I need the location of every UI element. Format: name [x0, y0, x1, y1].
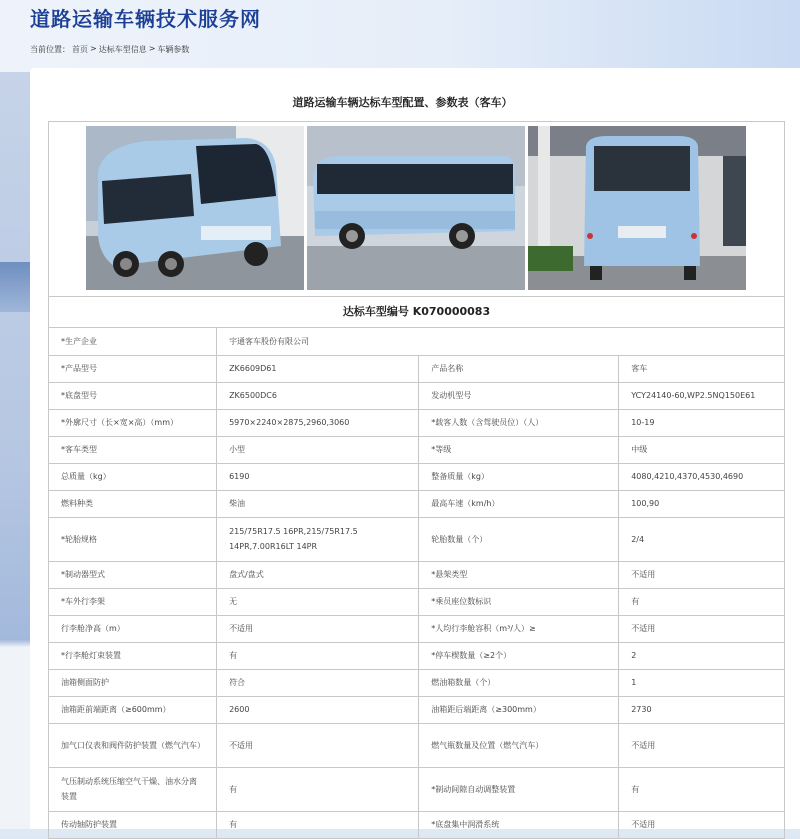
param-value-cell: 不适用 — [217, 723, 419, 767]
breadcrumb-vehicle-params-link[interactable]: 车辆参数 — [157, 45, 190, 54]
param-value-cell: 2730 — [619, 696, 784, 723]
param-label-cell: *外廓尺寸（长×宽×高）（mm） — [49, 409, 217, 436]
param-label-cell: *制动间隙自动调整装置 — [419, 767, 619, 811]
table-row — [49, 588, 784, 615]
param-value-cell: 柴油 — [217, 490, 419, 517]
param-value-cell: 100,90 — [619, 490, 784, 517]
param-value-cell: 中级 — [619, 436, 784, 463]
param-value-cell: 不适用 — [619, 561, 784, 588]
param-value-cell: 无 — [217, 588, 419, 615]
table-row — [49, 767, 784, 811]
param-value-cell: 2/4 — [619, 517, 784, 561]
param-label-cell: 行李舱净高（m） — [49, 615, 217, 642]
photo-strip — [49, 122, 784, 297]
table-row — [49, 409, 784, 436]
table-row — [49, 490, 784, 517]
table-row — [49, 382, 784, 409]
param-value-cell: 1 — [619, 669, 784, 696]
param-value-cell: 符合 — [217, 669, 419, 696]
table-row — [49, 436, 784, 463]
page-title: 道路运输车辆达标车型配置、参数表（客车） — [292, 96, 513, 109]
param-label-cell: 发动机型号 — [419, 382, 619, 409]
breadcrumb-home-link[interactable]: 首页 — [72, 45, 88, 54]
param-value-cell: 4080,4210,4370,4530,4690 — [619, 463, 784, 490]
param-value-cell: 有 — [217, 767, 419, 811]
param-value-cell: 宇通客车股份有限公司 — [217, 328, 784, 355]
param-label-cell: *悬架类型 — [419, 561, 619, 588]
table-row — [49, 696, 784, 723]
breadcrumb-prefix: 当前位置： — [30, 45, 70, 54]
param-label-cell: *底盘集中润滑系统 — [419, 811, 619, 838]
param-value-cell: 10-19 — [619, 409, 784, 436]
param-label-cell: 燃气瓶数量及位置（燃气汽车） — [419, 723, 619, 767]
param-value-cell: 5970×2240×2875,2960,3060 — [217, 409, 419, 436]
bus-rear-photo — [528, 126, 746, 290]
param-label-cell: 整备质量（kg） — [419, 463, 619, 490]
param-value-cell: 2 — [619, 642, 784, 669]
param-label-cell: *车外行李架 — [49, 588, 217, 615]
param-value-cell: 2600 — [217, 696, 419, 723]
param-label-cell: 气压制动系统压缩空气干燥、油水分离装置 — [49, 767, 217, 811]
parameter-sheet — [48, 121, 785, 839]
parameter-table — [49, 328, 784, 839]
table-row — [49, 811, 784, 838]
param-value-cell: 不适用 — [619, 615, 784, 642]
param-label-cell: 总质量（kg） — [49, 463, 217, 490]
param-label-cell: 最高车速（km/h） — [419, 490, 619, 517]
param-label-cell: 轮胎数量（个） — [419, 517, 619, 561]
param-value-cell: ZK6609D61 — [217, 355, 419, 382]
param-value-cell: 小型 — [217, 436, 419, 463]
param-value-cell: 有 — [619, 767, 784, 811]
side-decoration — [0, 72, 30, 829]
param-value-cell: 不适用 — [619, 811, 784, 838]
param-value-cell: 有 — [619, 588, 784, 615]
param-label-cell: *制动器型式 — [49, 561, 217, 588]
param-label-cell: *停车楔数量（≥2个） — [419, 642, 619, 669]
table-row — [49, 328, 784, 355]
param-label-cell: *生产企业 — [49, 328, 217, 355]
param-value-cell: 不适用 — [619, 723, 784, 767]
table-row — [49, 355, 784, 382]
breadcrumb-separator: > — [90, 44, 97, 53]
breadcrumb-model-info-link[interactable]: 达标车型信息 — [98, 45, 147, 54]
table-row — [49, 642, 784, 669]
param-value-cell: 客车 — [619, 355, 784, 382]
content-panel — [30, 68, 800, 829]
param-label-cell: 传动轴防护装置 — [49, 811, 217, 838]
param-label-cell: 油箱距前端距离（≥600mm） — [49, 696, 217, 723]
site-title: 道路运输车辆技术服务网 — [30, 7, 261, 31]
param-label-cell: 燃油箱数量（个） — [419, 669, 619, 696]
bus-front-photo — [86, 126, 304, 290]
table-row — [49, 723, 784, 767]
param-value-cell: YCY24140-60,WP2.5NQ150E61 — [619, 382, 784, 409]
param-label-cell: *等级 — [419, 436, 619, 463]
param-label-cell: 燃料种类 — [49, 490, 217, 517]
param-label-cell: *人均行李舱容积（m³/人）≥ — [419, 615, 619, 642]
param-value-cell: 有 — [217, 642, 419, 669]
model-code-heading: 达标车型编号 K070000083 — [49, 297, 784, 328]
breadcrumb-separator: > — [148, 44, 156, 53]
param-value-cell: 6190 — [217, 463, 419, 490]
param-label-cell: *载客人数（含驾驶员位）（人） — [419, 409, 619, 436]
param-label-cell: *行李舱灯束装置 — [49, 642, 217, 669]
param-value-cell: ZK6500DC6 — [217, 382, 419, 409]
table-row — [49, 463, 784, 490]
param-value-cell: 盘式/盘式 — [217, 561, 419, 588]
bus-side-photo — [307, 126, 525, 290]
table-row — [49, 561, 784, 588]
param-label-cell: *轮胎规格 — [49, 517, 217, 561]
param-label-cell: 油箱距后端距离（≥300mm） — [419, 696, 619, 723]
param-value-cell: 215/75R17.5 16PR,215/75R17.5 14PR,7.00R16LT 14PR — [217, 517, 419, 561]
param-label-cell: 油箱侧面防护 — [49, 669, 217, 696]
parameter-table-body — [49, 328, 784, 838]
param-label-cell: 产品名称 — [419, 355, 619, 382]
table-row — [49, 517, 784, 561]
param-value-cell: 有 — [217, 811, 419, 838]
table-row — [49, 615, 784, 642]
param-label-cell: *产品型号 — [49, 355, 217, 382]
table-row — [49, 669, 784, 696]
param-value-cell: 不适用 — [217, 615, 419, 642]
param-label-cell: 加气口仪表和阀件防护装置（燃气汽车） — [49, 723, 217, 767]
param-label-cell: *底盘型号 — [49, 382, 217, 409]
breadcrumb — [30, 44, 189, 55]
param-label-cell: *乘员座位数标识 — [419, 588, 619, 615]
param-label-cell: *客车类型 — [49, 436, 217, 463]
